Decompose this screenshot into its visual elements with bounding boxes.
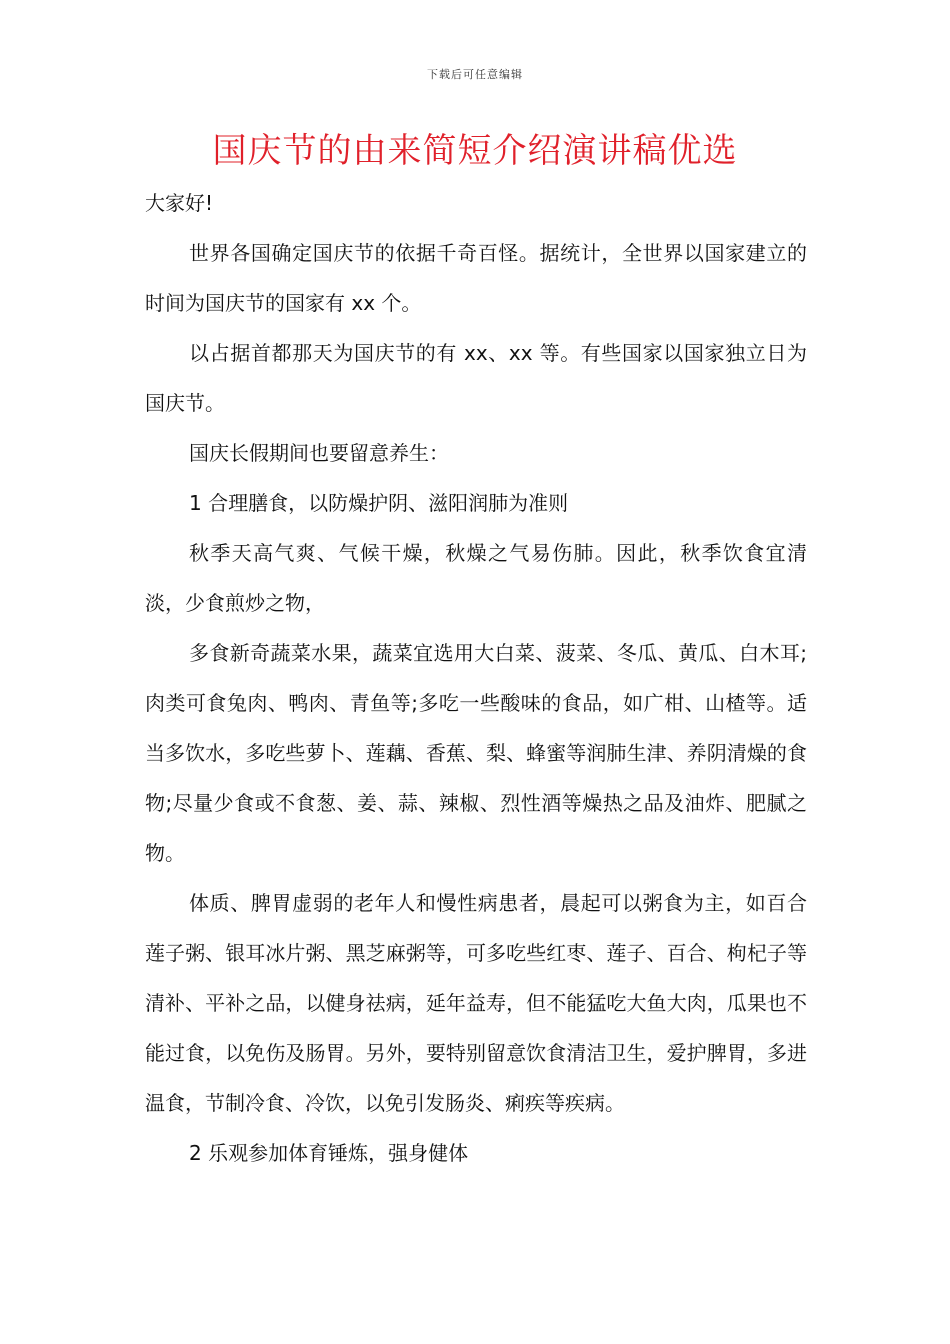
- paragraph-3: 国庆长假期间也要留意养生：: [189, 441, 449, 465]
- paragraph-5: 多食新奇蔬菜水果，蔬菜宜选用大白菜、菠菜、冬瓜、黄瓜、白木耳;肉类可食兔肉、鸭肉、青鱼等;多吃一些酸味的食品，如广柑、山楂等。适当多饮水，多吃些萝卜、莲藕、香蕉、梨、蜂蜜等润肺生津、养阴清燥的食物;尽量少食或不食葱、姜、蒜、辣椒、烈性酒等燥热之品及油炸、肥腻之物。: [145, 641, 807, 865]
- paragraph-6: 体质、脾胃虚弱的老年人和慢性病患者，晨起可以粥食为主，如百合莲子粥、银耳冰片粥、黑芝麻粥等，可多吃些红枣、莲子、百合、枸杞子等清补、平补之品，以健身祛病，延年益寿，但不能猛吃大鱼大肉，瓜果也不能过食，以免伤及肠胃。另外，要特别留意饮食清洁卫生，爱护脾胃，多进温食，节制冷食、冷饮，以免引发肠炎、痢疾等疾病。: [145, 891, 807, 1115]
- paragraph-1: 世界各国确定国庆节的依据千奇百怪。据统计，全世界以国家建立的时间为国庆节的国家有 xx 个。: [145, 241, 807, 315]
- document-body: [145, 178, 807, 1178]
- header-note: 下载后可任意编辑: [427, 68, 523, 81]
- document-title: 国庆节的由来简短介绍演讲稿优选: [212, 131, 738, 171]
- greeting: 大家好!: [145, 191, 214, 215]
- section-heading-1: 1 合理膳食，以防燥护阴、滋阳润肺为准则: [189, 491, 569, 515]
- paragraph-4: 秋季天高气爽、气候干燥，秋燥之气易伤肺。因此，秋季饮食宜清淡，少食煎炒之物，: [145, 541, 807, 615]
- section-heading-2: 2 乐观参加体育锤炼，强身健体: [189, 1141, 469, 1165]
- paragraph-2: 以占据首都那天为国庆节的有 xx、xx 等。有些国家以国家独立日为国庆节。: [145, 341, 807, 415]
